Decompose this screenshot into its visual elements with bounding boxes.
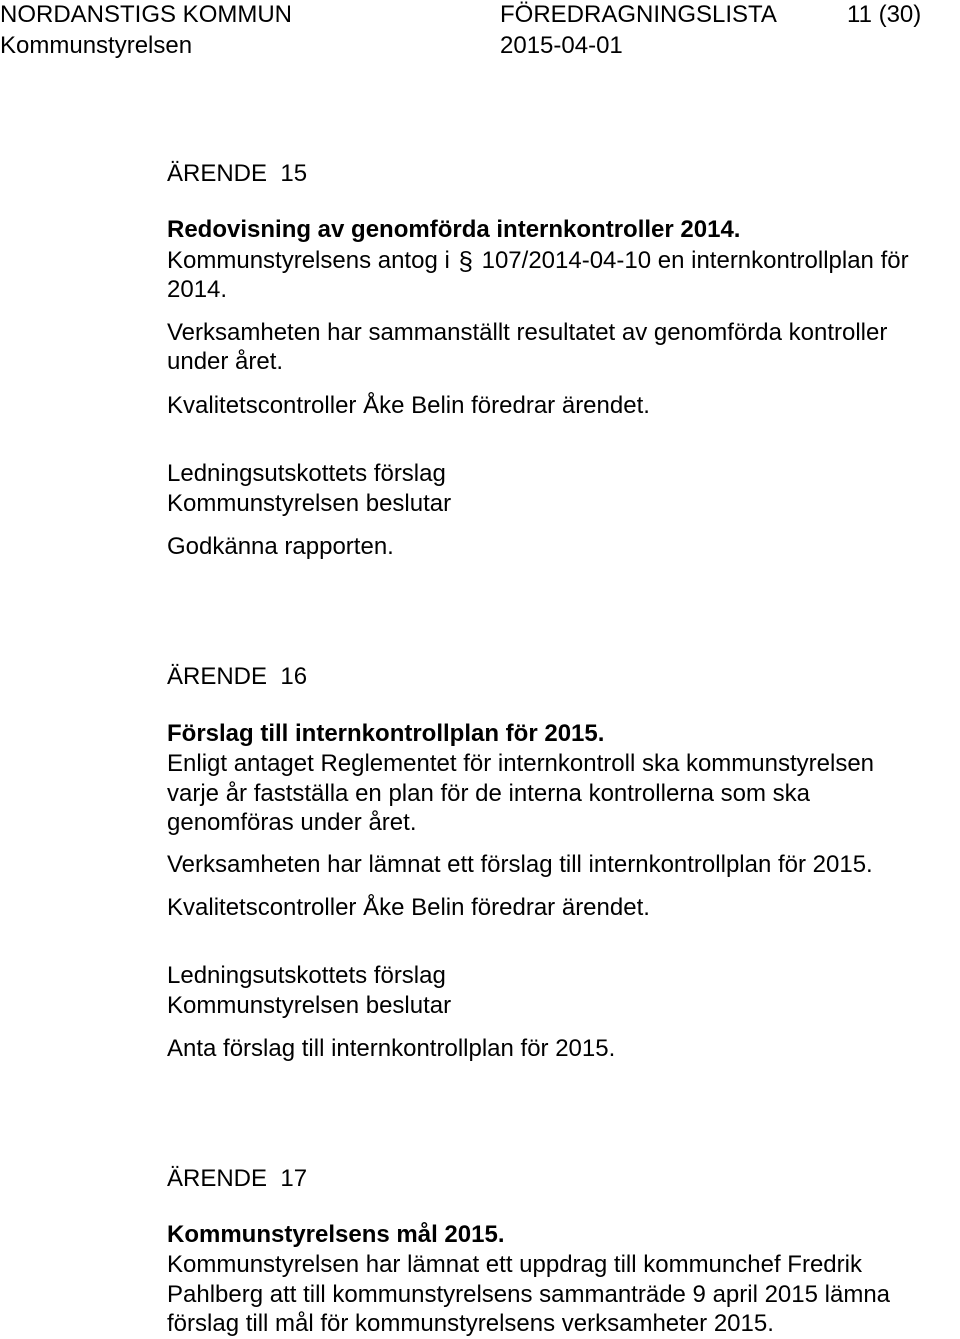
decision-text: Anta förslag till internkontrollplan för 2015. <box>167 1035 616 1062</box>
item-title: Redovisning av genomförda internkontroller 2014. <box>167 216 741 243</box>
header-org: NORDANSTIGS KOMMUN <box>0 1 293 28</box>
item-paragraph-line: Enligt antaget Reglementet för internkontroll ska kommunstyrelsen <box>167 750 875 777</box>
decides-line: Kommunstyrelsen beslutar <box>167 992 452 1019</box>
item-paragraph-line: genomföras under året. <box>167 809 417 836</box>
header-doc-type: FÖREDRAGNINGSLISTA <box>500 1 777 28</box>
proposal-heading: Ledningsutskottets förslag <box>167 962 446 989</box>
item-paragraph-line: Kvalitetscontroller Åke Belin föredrar ärendet. <box>167 392 650 419</box>
item-title: Förslag till internkontrollplan för 2015. <box>167 720 605 747</box>
section-symbol: § <box>458 246 473 276</box>
item-paragraph-line: under året. <box>167 348 284 375</box>
item-title: Kommunstyrelsens mål 2015. <box>167 1221 505 1248</box>
item-paragraph-fragment: 107/2014-04-10 en internkontrollplan för <box>481 247 909 274</box>
item-paragraph-line: Pahlberg att till kommunstyrelsens sammanträde 9 april 2015 lämna <box>167 1281 891 1308</box>
item-paragraph-line: förslag till mål för kommunstyrelsens verksamheter 2015. <box>167 1310 774 1337</box>
item-heading: ÄRENDE 15 <box>167 160 308 187</box>
decision-text: Godkänna rapporten. <box>167 533 394 560</box>
item-heading: ÄRENDE 16 <box>167 663 308 690</box>
header-date: 2015-04-01 <box>500 32 623 59</box>
header-page-number: 11 (30) <box>847 1 922 28</box>
item-paragraph-line: Verksamheten har sammanställt resultatet av genomförda kontroller <box>167 319 888 346</box>
item-paragraph-fragment: Kommunstyrelsens antog i <box>167 247 450 274</box>
item-paragraph-line: varje år fastställa en plan för de interna kontrollerna som ska <box>167 780 810 807</box>
item-paragraph-line: 2014. <box>167 276 228 303</box>
decides-line: Kommunstyrelsen beslutar <box>167 490 452 517</box>
item-paragraph-line: Verksamheten har lämnat ett förslag till internkontrollplan för 2015. <box>167 851 873 878</box>
header-body: Kommunstyrelsen <box>0 32 193 59</box>
item-heading: ÄRENDE 17 <box>167 1165 308 1192</box>
item-paragraph-line <box>167 246 909 276</box>
proposal-heading: Ledningsutskottets förslag <box>167 460 446 487</box>
item-paragraph-line: Kvalitetscontroller Åke Belin föredrar ärendet. <box>167 894 650 921</box>
item-paragraph-line: Kommunstyrelsen har lämnat ett uppdrag till kommunchef Fredrik <box>167 1251 862 1278</box>
